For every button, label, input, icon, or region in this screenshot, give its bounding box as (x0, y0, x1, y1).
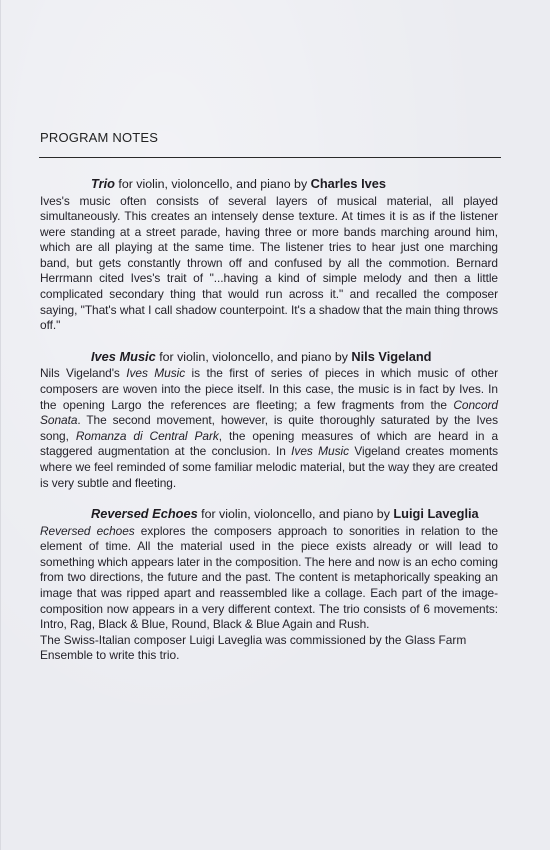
title-divider (39, 157, 501, 158)
section-title-line (40, 176, 498, 193)
body-text: Nils Vigeland's (40, 366, 127, 381)
body-italic-title: Reversed echoes (40, 523, 135, 538)
instrumentation: for violin, violoncello, and piano by (201, 507, 390, 522)
section-body (40, 524, 498, 633)
body-text: . The second movement, however, is quite thoroughly saturated by the Ives song, (40, 413, 498, 443)
composer-name: Luigi Laveglia (393, 506, 479, 522)
notes-sections (40, 176, 498, 679)
section-body (40, 366, 498, 491)
body-italic-title: Romanza di Central Park (75, 428, 219, 443)
body-italic-title: Concord Sonata (40, 397, 498, 428)
body-italic-title: Ives Music (291, 444, 349, 459)
work-title: Ives Music (91, 348, 156, 364)
body-text: explores the composers approach to sonorities in relation to the element of time. All the material used in the piece exists already or will lead to something which appears later in the composition. The here and now is an echo coming from two directions, the future and the past. The content is metaphorically speaking an image that was ripped apart and reassembled like a collage. Each part of the image-composition now appears in a very different context. The trio consists of 6 movements: Intro, Rag, Black & Blue, Round, Black & Blue Again and Rush. (40, 523, 498, 632)
section-reversed-echoes (40, 506, 498, 664)
section-title-line (40, 506, 498, 523)
body-text: Vigeland creates moments where we feel reminded of some familiar melodic material, but the way they are created is very subtle and fleeting. (40, 444, 498, 490)
section-ives-music (40, 349, 498, 491)
instrumentation: for violin, violoncello, and piano by (118, 177, 308, 191)
commission-note: The Swiss-Italian composer Luigi Laveglia was commissioned by the Glass Farm Ensemble to write this trio. (40, 632, 467, 663)
composer-name: Charles Ives (310, 176, 387, 191)
body-text: , the opening measures of which are heard in a staggered augmentation at the conclusion. In (40, 428, 499, 459)
work-title: Trio (91, 176, 115, 191)
work-title: Reversed Echoes (91, 506, 198, 522)
section-trio (40, 176, 498, 334)
body-text: is the first of series of pieces in which music of other composers are woven into the piece itself. In this case, the music is in fact by Ives. In the opening Largo the references are fleeting; a few fragments from the (40, 366, 498, 412)
body-italic-title: Ives Music (126, 366, 186, 381)
section-body: Ives's music often consists of several layers of musical material, all played simultaneously. This creates an intensely dense texture. At times it is as if the listener were standing at a street parade, having three or more bands marching around him, which are all playing at the same time. The listener tries to hear just one marching band, but gets constantly thrown off and confused by all the commotion. Bernard Herrmann cited Ives's trait of "...having a kind of simple melody and then a little complicated secondary thing that would run across it." and recalled the composer saying, "That's what I call shadow counterpoint. It's a shadow that the main thing throws off." (40, 193, 498, 333)
instrumentation: for violin, violoncello, and piano by (159, 349, 348, 364)
composer-name: Nils Vigeland (351, 348, 432, 364)
section-title-line (40, 349, 498, 366)
page-title: PROGRAM NOTES (40, 130, 159, 145)
